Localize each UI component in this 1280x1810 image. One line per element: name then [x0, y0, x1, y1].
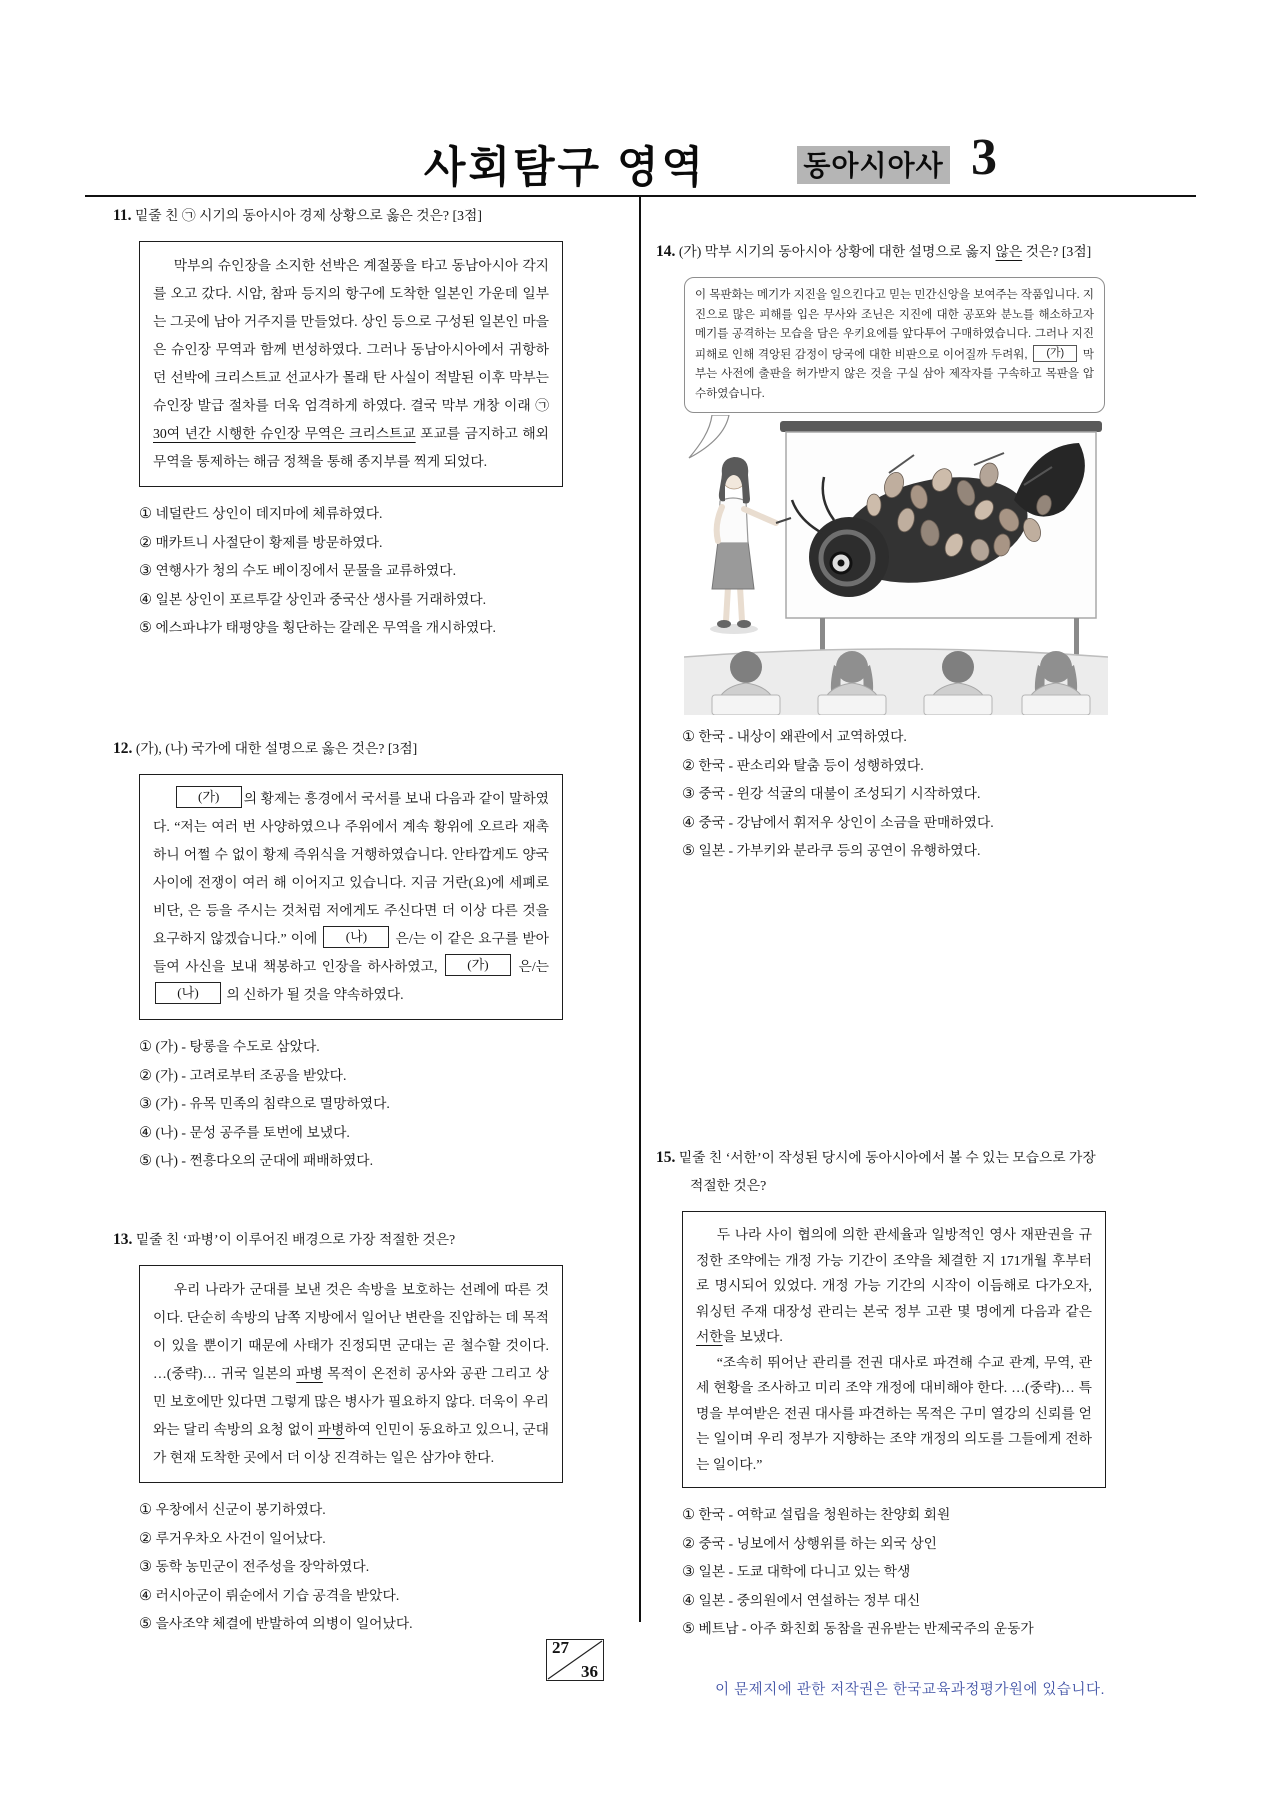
speech-bubble [684, 277, 1105, 413]
option-marker: ① [139, 1502, 152, 1518]
question-number: 12. [113, 740, 133, 757]
question-13-stem [113, 1226, 568, 1254]
option-marker: ⑤ [139, 1153, 152, 1169]
question-14 [656, 238, 1108, 866]
question-11 [113, 202, 568, 643]
question-number: 14. [656, 243, 676, 260]
option-marker: ① [139, 506, 152, 522]
option-marker: ⑤ [682, 843, 695, 859]
page-number: 3 [971, 129, 997, 186]
question-13 [113, 1226, 568, 1639]
question-text [679, 244, 1091, 259]
question-text [679, 1150, 1096, 1193]
speech-bubble-tail [689, 415, 729, 458]
question-number: 13. [113, 1231, 133, 1248]
answer-option-5: ⑤ (나) - 쩐흥다오의 군대에 패배하였다. [139, 1153, 374, 1169]
answer-option-3: ③ 일본 - 도쿄 대학에 다니고 있는 학생 [682, 1564, 911, 1580]
underlined-text: 30여 년간 시행한 슈인장 무역은 크리스트교 [153, 426, 416, 441]
answer-option-5: ⑤ 을사조약 체결에 반발하여 의병이 일어났다. [139, 1616, 413, 1632]
presentation-illustration [684, 415, 1108, 715]
presenter-figure [710, 457, 791, 634]
option-marker: ② [139, 1067, 152, 1084]
text-run: 것은? [3점] [1022, 244, 1092, 259]
answer-option-3: ③ 연행사가 청의 수도 베이징에서 문물을 교류하였다. [139, 563, 457, 579]
column-divider [639, 197, 641, 1622]
option-marker: ⑤ [682, 1621, 695, 1637]
text-run: 은/는 [512, 959, 549, 974]
answer-option-1: ① 한국 - 여학교 설립을 청원하는 찬양회 회원 [682, 1507, 951, 1523]
total-pages: 36 [581, 1662, 598, 1681]
answer-option-1: ① (가) - 탕롱을 수도로 삼았다. [139, 1039, 320, 1055]
paragraph [153, 252, 549, 476]
option-marker: ③ [682, 1564, 695, 1580]
option-marker: ① [139, 1039, 152, 1055]
option-marker: ③ [139, 1096, 152, 1112]
question-number: 11. [113, 207, 132, 224]
option-marker: ④ [139, 1587, 152, 1604]
answer-option-5: ⑤ 베트남 - 아주 화친회 동참을 권유받는 반제국주의 운동가 [682, 1621, 1034, 1637]
text-run: (가) 막부 시기의 동아시아 상황에 대한 설명으로 옳지 [678, 244, 996, 259]
answer-option-5: ⑤ 일본 - 가부키와 분라쿠 등의 공연이 유행하였다. [682, 843, 981, 859]
answer-option-1: ① 우창에서 신군이 봉기하였다. [139, 1502, 326, 1518]
text-run: 의 황제는 흥경에서 국서를 보내 다음과 같이 말하였다. “저는 여러 번 사양하였으나 주위에서 계속 황위에 오르라 재촉하니 어쩔 수 없이 황제 즉위식을 거행하였습니다. 안타깝게도 양국 사이에 전쟁이 여러 해 이어지고 있습니다. 지금 거란(요)에 세폐로 비단, 은 등을 주시는 것처럼 저에게도 주신다면 더 이상 다른 것을 요구하지 않겠습니다.” 이에 [153, 791, 549, 946]
answer-option-4: ④ 러시아군이 뤼순에서 기습 공격을 받았다. [139, 1587, 400, 1604]
text-run: 막부는 사전에 출판을 허가받지 않은 것을 구실 삼아 제작자를 구속하고 목판을 압수하였습니다. [695, 348, 1095, 400]
answer-option-2: ② 중국 - 닝보에서 상행위를 하는 외국 상인 [682, 1535, 937, 1552]
option-marker: ③ [139, 1559, 152, 1575]
paragraph [696, 1222, 1092, 1350]
subject-badge: 동아시아사 [797, 146, 950, 184]
text-run: 의 신하가 될 것을 약속하였다. [223, 987, 404, 1002]
page-fraction [546, 1639, 604, 1681]
question-12-stem [113, 735, 568, 763]
question-15-stem [656, 1144, 1108, 1200]
underlined-text: 파병 [317, 1422, 345, 1437]
answer-option-3: ③ (가) - 유목 민족의 침략으로 멸망하였다. [139, 1096, 390, 1112]
underlined-text: 서한 [696, 1329, 723, 1344]
paragraph [153, 785, 549, 1009]
answer-option-1: ① 네덜란드 상인이 데지마에 체류하였다. [139, 506, 383, 522]
blank-box: (나) [155, 982, 221, 1004]
answer-option-5: ⑤ 에스파냐가 태평양을 횡단하는 갈레온 무역을 개시하였다. [139, 620, 497, 636]
text-run: “조속히 뛰어난 관리를 전권 대사로 파견해 수교 관계, 무역, 관세 현황을 조사하고 미리 조약 개정에 대비해야 한다. …(중략)… 특명을 부여받은 전권 대사를 파견하는 목적은 구미 열강의 신뢰를 얻는 일이며 우리 정부가 지향하는 조약 개정의 의도를 그들에게 전하는 일이다.” [696, 1354, 1092, 1472]
options-list [139, 1496, 568, 1639]
passage-box [139, 1265, 563, 1483]
answer-option-2: ② 루거우차오 사건이 일어났다. [139, 1530, 326, 1547]
option-marker: ② [139, 534, 152, 551]
text-run: 하여 인민이 동요하고 있으니, 군대가 현재 도착한 곳에서 더 이상 진격하는 일은 삼가야 한다. [153, 1422, 549, 1465]
audience-row [684, 649, 1108, 715]
question-14-stem [656, 238, 1108, 266]
text-run: 목적이 온전히 공사와 공관 그리고 상민 보호에만 있다면 그렇게 많은 병사가 필요하지 않다. 더욱이 우리와는 달리 속방의 요청 없이 [153, 1366, 549, 1437]
blank-box: (가) [176, 786, 242, 808]
section-title: 사회탐구 영역 [423, 144, 707, 192]
paragraph [153, 1276, 549, 1472]
answer-option-4: ④ 일본 - 중의원에서 연설하는 정부 대신 [682, 1592, 921, 1609]
option-marker: ② [682, 757, 695, 774]
text-run: 을 보냈다. [722, 1329, 783, 1344]
blank-box: (가) [1033, 345, 1077, 362]
option-marker: ④ [682, 814, 695, 831]
option-marker: ④ [139, 1124, 152, 1141]
question-12 [113, 735, 568, 1176]
question-15 [656, 1144, 1108, 1644]
text-run: 밑줄 친 ‘파병’이 이루어진 배경으로 가장 적절한 것은? [135, 1232, 456, 1247]
answer-option-3: ③ 동학 농민군이 전주성을 장악하였다. [139, 1559, 370, 1575]
text-run: 막부의 슈인장을 소지한 선박은 계절풍을 타고 동남아시아 각지를 오고 갔다. 시암, 참파 등지의 항구에 도착한 일본인 가운데 일부는 그곳에 남아 거주지를 만들었다. 상인 등으로 구성된 일본인 마을은 슈인장 무역과 함께 번성하였다. 그러나 동남아시아에서 귀항하던 선박에 크리스트교 선교사가 몰래 탄 사실이 적발된 이후 막부는 슈인장 발급 절차를 더욱 엄격하게 하였다. 결국 막부 개창 이래 ㉠ [153, 258, 549, 413]
current-page: 27 [552, 1638, 569, 1657]
underlined-text: 않은 [995, 244, 1023, 259]
answer-option-2: ② 한국 - 판소리와 탈춤 등이 성행하였다. [682, 757, 924, 774]
question-text [136, 741, 417, 756]
option-marker: ⑤ [139, 1616, 152, 1632]
answer-option-4: ④ 중국 - 강남에서 휘저우 상인이 소금을 판매하였다. [682, 814, 994, 831]
option-marker: ③ [682, 786, 695, 802]
answer-option-4: ④ (나) - 문성 공주를 토번에 보냈다. [139, 1124, 350, 1141]
option-marker: ② [139, 1530, 152, 1547]
text-run: 밑줄 친 ‘서한’이 작성된 당시에 동아시아에서 볼 수 있는 모습으로 가장 적절한 것은? [678, 1150, 1096, 1193]
passage-box [139, 241, 563, 487]
blank-box: (나) [323, 926, 389, 948]
option-marker: ① [682, 1507, 695, 1523]
text-run: (가), (나) 국가에 대한 설명으로 옳은 것은? [3점] [135, 741, 418, 756]
text-run: 은/는 이 같은 요구를 받아들여 사신을 보내 책봉하고 인장을 하사하였고, [153, 931, 550, 974]
answer-option-4: ④ 일본 상인이 포르투갈 상인과 중국산 생사를 거래하였다. [139, 591, 487, 608]
answer-option-2: ② 매카트니 사절단이 황제를 방문하였다. [139, 534, 383, 551]
question-number: 15. [656, 1149, 676, 1166]
question-text [136, 1232, 455, 1247]
question-text [135, 208, 482, 223]
text-run: 두 나라 사이 협의에 의한 관세율과 일방적인 영사 재판권을 규정한 조약에는 개정 가능 기간이 조약을 체결한 지 171개월 후부터로 명시되어 있었다. 개정 가능 기간의 시작이 이듬해로 다가오자, 워싱턴 주재 대장성 관리는 본국 정부 고관 몇 명에게 다음과 같은 [696, 1227, 1092, 1319]
option-marker: ⑤ [139, 620, 152, 636]
text-run: 이 목판화는 메기가 지진을 일으킨다고 믿는 민간신앙을 보여주는 작품입니다. 지진으로 많은 피해를 입은 무사와 조닌은 지진에 대한 공포와 분노를 해소하고자 메기를 공격하는 모습을 담은 우키요에를 앞다투어 구매하였습니다. 그러나 지진 피해로 인해 격앙된 감정이 당국에 대한 비판으로 이어질까 두려워, [695, 289, 1094, 361]
passage-box [682, 1211, 1106, 1488]
options-list [139, 1033, 568, 1176]
copyright-notice: 이 문제지에 관한 저작권은 한국교육과정평가원에 있습니다. [715, 1682, 1105, 1698]
text-run: 밑줄 친 ㉠ 시기의 동아시아 경제 상황으로 옳은 것은? [3점] [134, 208, 482, 223]
option-marker: ④ [139, 591, 152, 608]
options-list [682, 723, 1108, 866]
paragraph [695, 286, 1094, 404]
option-marker: ① [682, 729, 695, 745]
option-marker: ② [682, 1535, 695, 1552]
answer-option-2: ② (가) - 고려로부터 조공을 받았다. [139, 1067, 347, 1084]
answer-option-3: ③ 중국 - 윈강 석굴의 대불이 조성되기 시작하였다. [682, 786, 981, 802]
answer-option-1: ① 한국 - 내상이 왜관에서 교역하였다. [682, 729, 907, 745]
underlined-text: 파병 [296, 1366, 323, 1381]
options-list [139, 500, 568, 643]
passage-box [139, 774, 563, 1020]
options-list [682, 1501, 1108, 1644]
question-11-stem [113, 202, 568, 230]
option-marker: ③ [139, 563, 152, 579]
text-run: 포교를 금지하고 해외 무역을 통제하는 해금 정책을 통해 종지부를 찍게 되었다. [153, 426, 549, 469]
blank-box: (가) [445, 954, 511, 976]
text-run: 우리 나라가 군대를 보낸 것은 속방을 보호하는 선례에 따른 것이다. 단순히 속방의 남쪽 지방에서 일어난 변란을 진압하는 데 목적이 있을 뿐이기 때문에 사태가 진정되면 군대는 곧 철수할 것이다. …(중략)… 귀국 일본의 [153, 1282, 549, 1381]
option-marker: ④ [682, 1592, 695, 1609]
paragraph [696, 1350, 1092, 1478]
